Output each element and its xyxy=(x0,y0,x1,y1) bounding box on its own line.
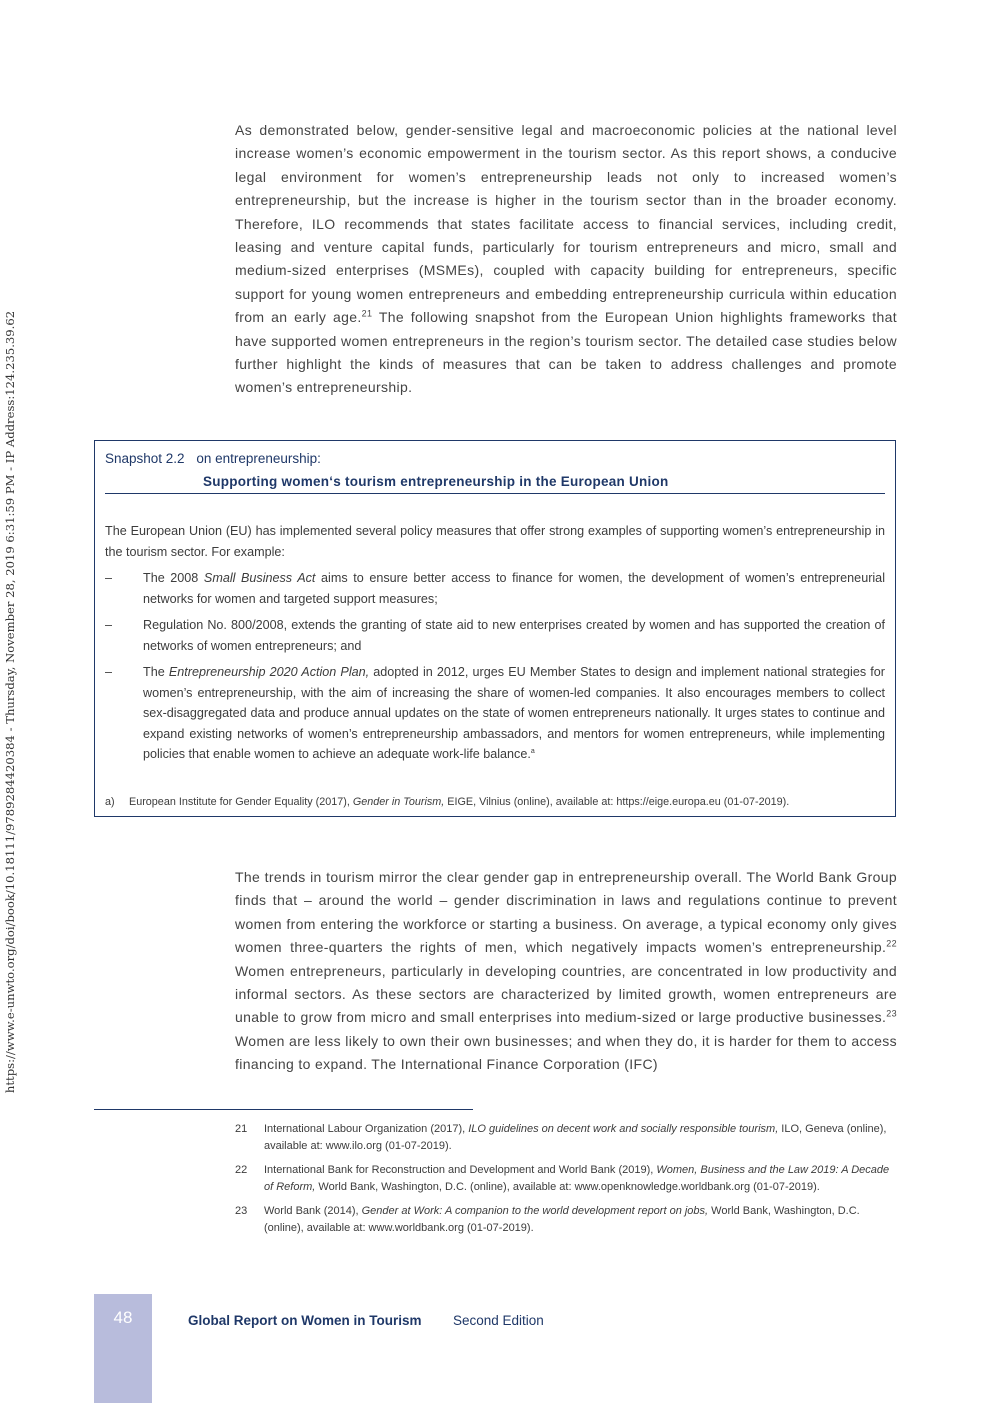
page-number: 48 xyxy=(113,1308,133,1327)
footer-edition: Second Edition xyxy=(453,1313,544,1328)
footnote-22: 22 International Bank for Reconstruction and Development and World Bank (2019), Women, Business and the Law 2019: A Decade of Reform, World Bank, Washington, D.C. (online), available at: www.openknowledge.worldbank.org (01-07-2019). xyxy=(235,1164,890,1193)
footer-title: Global Report on Women in Tourism xyxy=(188,1313,422,1328)
footnote-ref-a[interactable]: a xyxy=(530,747,535,755)
footnote-ref-21[interactable]: 21 xyxy=(361,308,373,319)
body-paragraph: The trends in tourism mirror the clear gender gap in entrepreneurship overall. The World Bank Group finds that – around the world – gender discrimination in laws and regulations continue to prevent women from entering the workforce or starting a business. On average, a typical economy only gives women three-quarters the rights of men, which negatively impacts women’s entrepreneurship.$^{22}$ Women entrepreneurs, particularly in developing countries, are concentrated in low productivity and informal sectors. As these sectors are characterized by limited growth, women entrepreneurs are unable to grow from micro and small enterprises into medium-sized or large productive businesses.$^{23}$ Women are less likely to own their own businesses; and when they do, it is harder for them to access financing to expand. The International Finance Corporation (IFC) xyxy=(235,869,897,1073)
footnote-ref-23[interactable]: 23 xyxy=(886,1008,897,1019)
snapshot-title: Supporting women‘s tourism entrepreneurship in the European Union xyxy=(203,474,669,489)
list-item: – The 2008 Small Business Act aims to ensure better access to finance for women, the development of women’s entrepreneurial networks for women and targeted support measures; xyxy=(105,571,885,606)
footnote-21: 21 International Labour Organization (2017), ILO guidelines on decent work and socially responsible tourism, ILO, Geneva (online), available at: www.ilo.org (01-07-2019). xyxy=(235,1123,887,1152)
footnotes xyxy=(235,1121,897,1244)
snapshot-footnote: a) European Institute for Gender Equality (2017), Gender in Tourism, EIGE, Vilnius (online), available at: https://eige.europa.eu (01-07-2019). xyxy=(105,796,790,808)
list-item: – Regulation No. 800/2008, extends the granting of state aid to new enterprises created by women and has supported the creation of networks of women entrepreneurs; and xyxy=(105,618,885,653)
snapshot-intro: The European Union (EU) has implemented several policy measures that offer strong examples of supporting women’s entrepreneurship in the tourism sector. For example: xyxy=(105,524,885,559)
snapshot-body xyxy=(105,521,885,771)
snapshot-divider xyxy=(105,493,885,494)
snapshot-category: on entrepreneurship: xyxy=(196,451,321,466)
snapshot-box xyxy=(94,440,896,817)
footnote-23: 23 World Bank (2014), Gender at Work: A companion to the world development report on jobs, World Bank, Washington, D.C. (online), available at: www.worldbank.org (01-07-2019). xyxy=(235,1205,860,1234)
list-item: – The Entrepreneurship 2020 Action Plan, adopted in 2012, urges EU Member States to design and implement national strategies for women’s entrepreneurship, with the aim of increasing the share of women-led companies. It also encourages members to collect sex-disaggregated data and produce annual updates on the state of women entrepreneurs nationally. It urges states to continue and expand existing networks of women’s entrepreneurship ambassadors, and mentors for women entrepreneurs, while implementing policies that enable women to achieve an adequate work-life balance.$^a$ xyxy=(105,665,885,761)
sidebar-url-text: https://www.e-unwto.org/doi/book/10.18111/9789284420384 - Thursday, November 28, 2019 6:31:59 PM - IP Address:124.235.39.62 xyxy=(3,310,17,1094)
snapshot-header xyxy=(105,451,321,466)
sidebar-url xyxy=(0,310,20,1094)
snapshot-list xyxy=(105,568,885,765)
footnote-divider xyxy=(94,1109,473,1110)
footnote-ref-22[interactable]: 22 xyxy=(886,938,897,949)
snapshot-number: Snapshot 2.2 xyxy=(105,451,185,466)
page-number-box xyxy=(94,1294,152,1403)
intro-paragraph: As demonstrated below, gender-sensitive legal and macroeconomic policies at the national level increase women’s economic empowerment in the tourism sector. As this report shows, a conducive legal environment for women’s entrepreneurship leads not only to increased women’s entrepreneurship, but the increase is higher in the tourism sector than in the broader economy. Therefore, ILO recommends that states facilitate access to financial services, including credit, leasing and venture capital funds, particularly for tourism entrepreneurs and micro, small and medium-sized enterprises (MSMEs), coupled with capacity building for entrepreneurs, specific support for young women entrepreneurs and embedding entrepreneurship curricula within education from an early age.$^{21}$ The following snapshot from the European Union highlights frameworks that have supported women entrepreneurs in the region’s tourism sector. The detailed case studies below further highlight the kinds of measures that can be taken to address challenges and promote women’s entrepreneurship. xyxy=(235,122,897,396)
